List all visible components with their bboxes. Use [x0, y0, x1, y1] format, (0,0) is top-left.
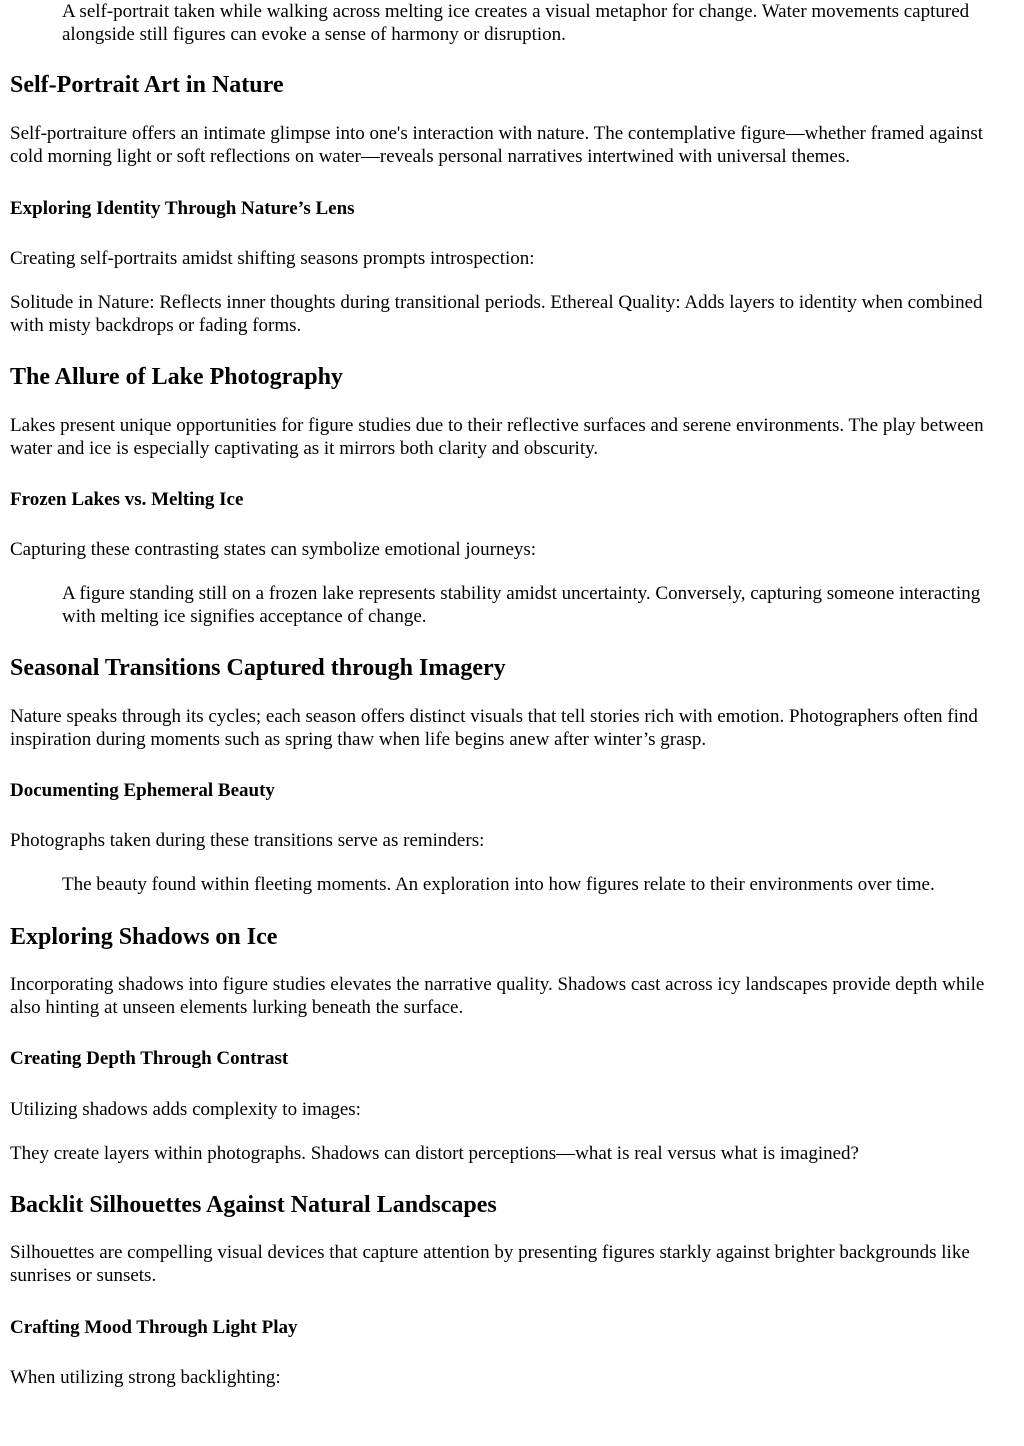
paragraph: Self-portraiture offers an intimate glimpse into one's interaction with nature. The contemplative figure—whether framed against cold morning light or soft reflections on water—reveals personal narratives intertwined with universal themes.: [10, 123, 983, 167]
blockquote: A figure standing still on a frozen lake represents stability amidst uncertainty. Conversely, capturing someone interacting with melting ice signifies acceptance of change.: [62, 583, 981, 627]
paragraph: Silhouettes are compelling visual devices that capture attention by presenting figures starkly against brighter backgrounds like sunrises or sunsets.: [10, 1242, 970, 1286]
subsection-heading: Frozen Lakes vs. Melting Ice: [10, 489, 244, 510]
paragraph: Utilizing shadows adds complexity to images:: [10, 1099, 361, 1120]
paragraph: Photographs taken during these transitions serve as reminders:: [10, 830, 485, 851]
paragraph: Lakes present unique opportunities for figure studies due to their reflective surfaces and serene environments. The play between water and ice is especially captivating as it mirrors both clarity and obscurity.: [10, 415, 984, 459]
paragraph: Capturing these contrasting states can symbolize emotional journeys:: [10, 539, 537, 560]
paragraph: They create layers within photographs. Shadows can distort perceptions—what is real versus what is imagined?: [10, 1143, 859, 1164]
section-heading: Backlit Silhouettes Against Natural Landscapes: [10, 1192, 497, 1218]
subsection-heading: Documenting Ephemeral Beauty: [10, 780, 275, 801]
section-heading: Exploring Shadows on Ice: [10, 924, 278, 950]
section-heading: The Allure of Lake Photography: [10, 364, 343, 390]
blockquote: A self-portrait taken while walking across melting ice creates a visual metaphor for change. Water movements captured alongside still figures can evoke a sense of harmony or disruption.: [62, 1, 970, 45]
subsection-heading: Exploring Identity Through Nature’s Lens: [10, 198, 355, 219]
section-heading: Self-Portrait Art in Nature: [10, 72, 284, 98]
blockquote: The beauty found within fleeting moments. An exploration into how figures relate to their environments over time.: [62, 874, 935, 895]
subsection-heading: Creating Depth Through Contrast: [10, 1048, 289, 1069]
paragraph: Incorporating shadows into figure studies elevates the narrative quality. Shadows cast across icy landscapes provide depth while also hinting at unseen elements lurking beneath the surface.: [10, 974, 985, 1018]
paragraph: Solitude in Nature: Reflects inner thoughts during transitional periods. Ethereal Quality: Adds layers to identity when combined with misty backdrops or fading forms.: [10, 292, 983, 336]
section-heading: Seasonal Transitions Captured through Imagery: [10, 655, 506, 681]
subsection-heading: Crafting Mood Through Light Play: [10, 1317, 298, 1338]
paragraph: Nature speaks through its cycles; each season offers distinct visuals that tell stories rich with emotion. Photographers often find inspiration during moments such as spring thaw when life begins anew after winter’s grasp.: [10, 706, 978, 750]
paragraph: Creating self-portraits amidst shifting seasons prompts introspection:: [10, 248, 535, 269]
paragraph: When utilizing strong backlighting:: [10, 1367, 281, 1388]
